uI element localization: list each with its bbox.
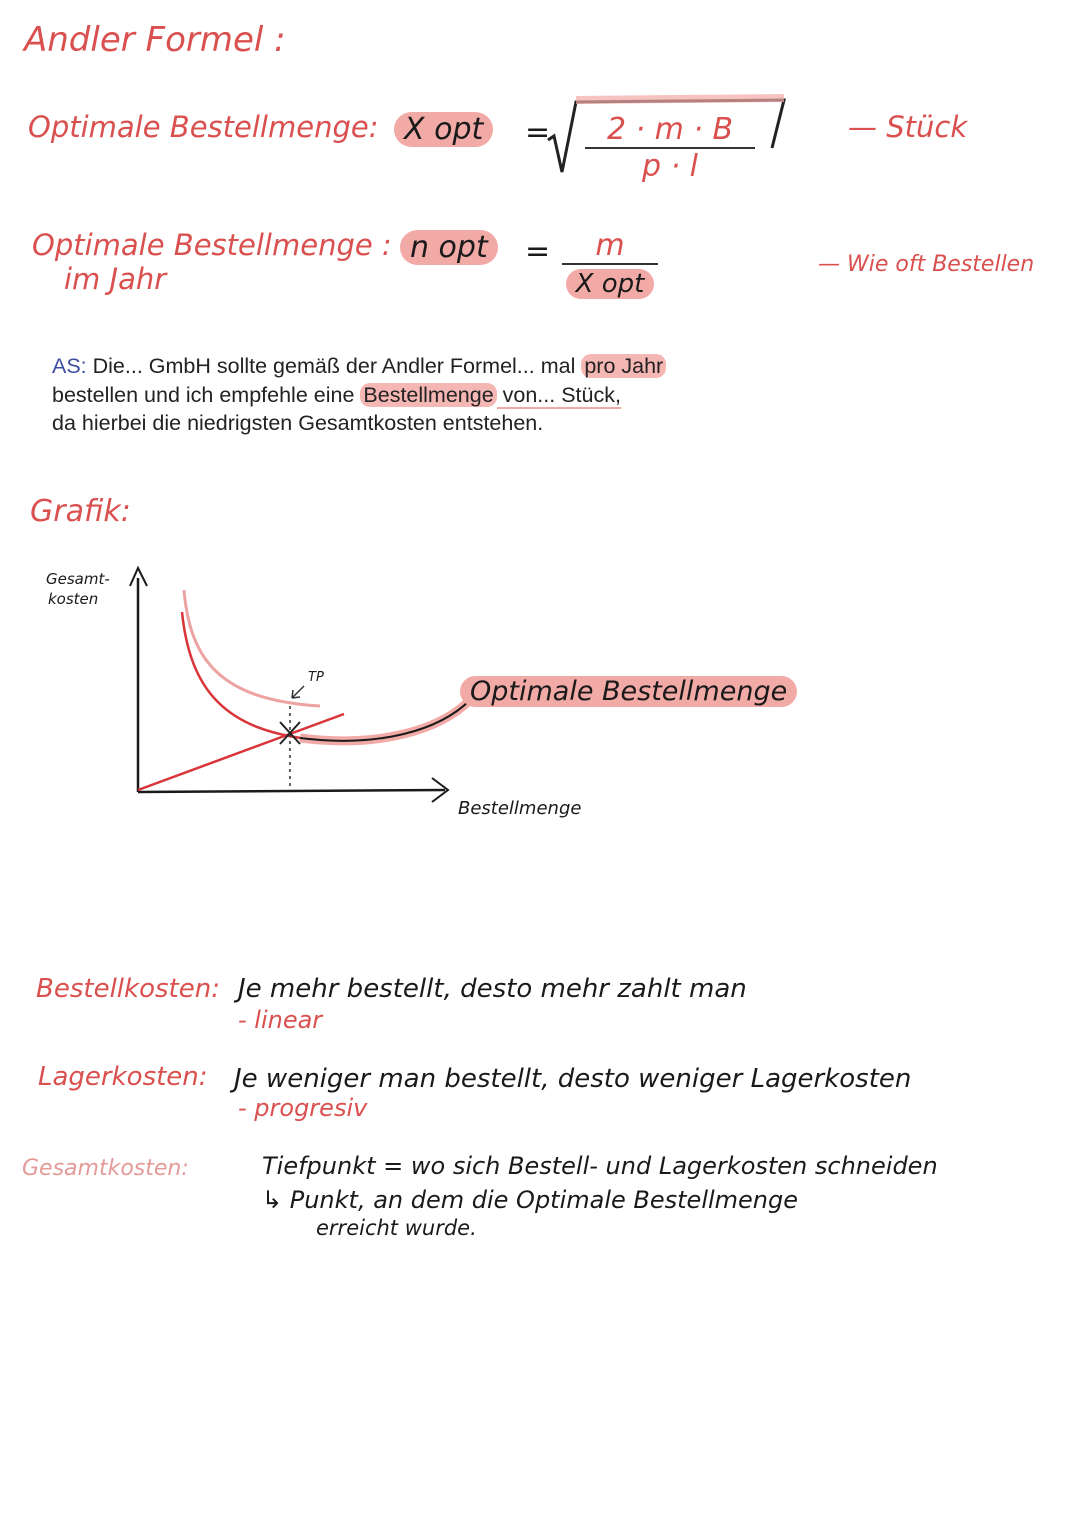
xopt-label: Optimale Bestellmenge: (28, 110, 379, 144)
xopt-numerator: 2 · m · B (585, 112, 755, 149)
gesamtkosten-curve (184, 590, 320, 706)
callout-optimale-bestellmenge: Optimale Bestellmenge (460, 676, 797, 707)
nopt-numerator: m (562, 228, 658, 265)
as-part4: da hierbei die niedrigsten Gesamtkosten entstehen. (52, 411, 544, 435)
note-bestellkosten-line1: Je mehr bestellt, desto mehr zahlt man (238, 974, 747, 1004)
note-gesamtkosten-line1: Tiefpunkt = wo sich Bestell- und Lagerkosten schneiden (262, 1152, 938, 1180)
bestellkosten-line (138, 714, 344, 790)
note-lagerkosten-line1: Je weniger man bestellt, desto weniger Lagerkosten (234, 1064, 912, 1094)
xopt-unit: — Stück (848, 110, 968, 144)
as-highlight-pro-jahr: pro Jahr (581, 354, 666, 378)
nopt-equals: = (525, 234, 551, 269)
xopt-denominator: p · l (642, 149, 698, 184)
nopt-label-sub: im Jahr (64, 262, 167, 296)
x-axis (138, 790, 445, 792)
xopt-equals: = (525, 115, 551, 150)
intersection-mark (280, 722, 300, 744)
nopt-unit: — Wie oft Bestellen (818, 252, 1035, 277)
nopt-denominator: X opt (566, 269, 655, 299)
as-part1: Die... GmbH sollte gemäß der Andler Formel... mal (86, 354, 582, 378)
note-gesamtkosten-term: Gesamtkosten: (22, 1156, 189, 1181)
as-part2: bestellen und ich empfehle eine (52, 382, 361, 407)
as-label: AS: (52, 354, 87, 378)
y-axis-label-1: Gesamt- (46, 570, 110, 588)
as-part3: von... Stück, (496, 382, 621, 407)
nopt-label: Optimale Bestellmenge : (32, 228, 392, 262)
note-gesamtkosten-line3: erreicht wurde. (316, 1216, 477, 1240)
as-highlight-bestellmenge: Bestellmenge (360, 383, 496, 407)
note-lagerkosten-term: Lagerkosten: (38, 1062, 208, 1092)
tp-arrow (292, 686, 304, 698)
nopt-variable: n opt (400, 230, 498, 265)
note-gesamtkosten-line2: ↳ Punkt, an dem die Optimale Bestellmenge (262, 1186, 799, 1214)
grafik-heading: Grafik: (30, 494, 131, 529)
y-axis-label-2: kosten (48, 590, 99, 608)
note-bestellkosten-line2: - linear (238, 1006, 323, 1034)
x-axis-label: Bestellmenge (458, 798, 582, 819)
note-lagerkosten-line2: - progresiv (238, 1094, 368, 1122)
page-title: Andler Formel : (24, 20, 286, 60)
xopt-variable: X opt (394, 112, 493, 147)
tp-label: TP (308, 670, 324, 685)
note-bestellkosten-term: Bestellkosten: (36, 974, 220, 1004)
lagerkosten-curve (182, 612, 318, 740)
